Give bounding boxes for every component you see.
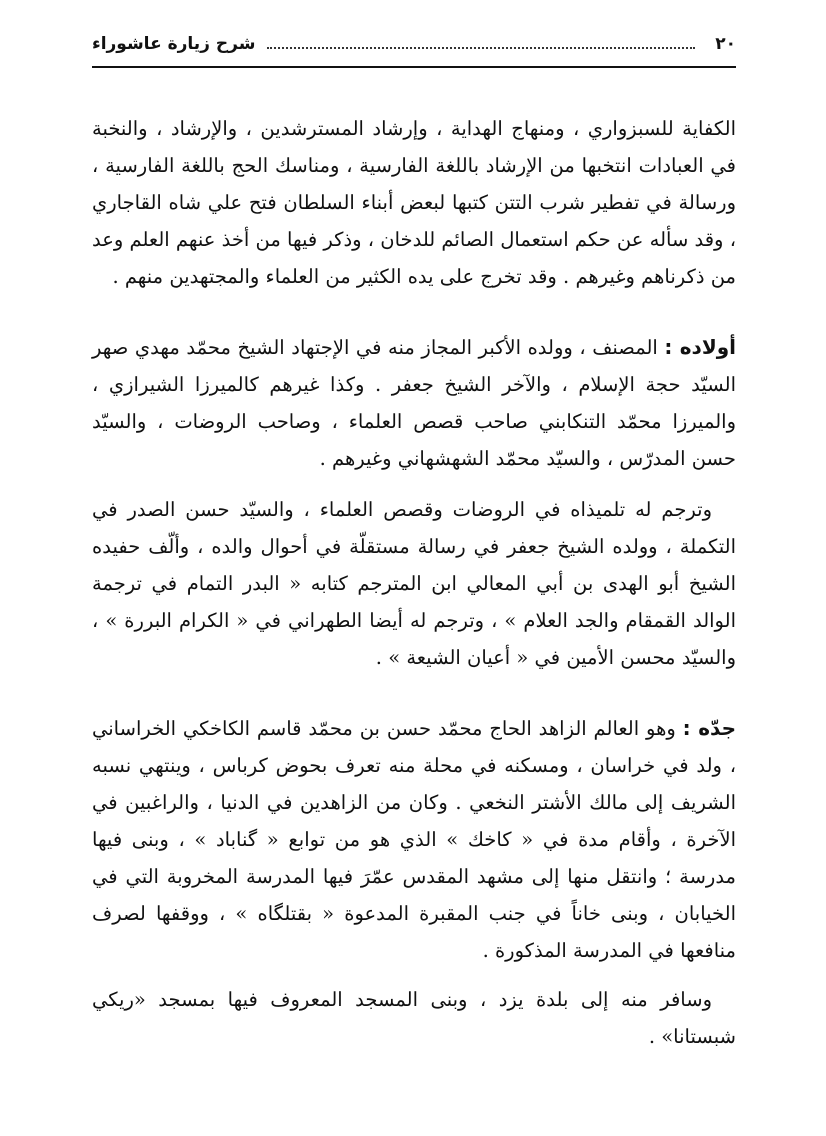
dotted-leader xyxy=(267,46,695,49)
paragraph-students-text: المصنف ، وولده الأكبر المجاز منه في الإجتهاد الشيخ محمّد مهدي صهر السيّد حجة الإسلام ، والآخر الشيخ جعفر . وكذا غيرهم كالميرزا الشيرازي ، والميرزا محمّد التنكابني صاحب قصص العلماء ، وصاحب الروضات ، والسيّد حسن المدرّس ، والسيّد محمّد الشهشهاني وغيرهم . xyxy=(92,336,736,470)
running-title: شرح زيارة عاشوراء xyxy=(92,34,256,54)
paragraph-works-text: الكفاية للسبزواري ، ومنهاج الهداية ، وإرشاد المسترشدين ، والإرشاد ، والنخبة في العبادات انتخبها من الإرشاد باللغة الفارسية ، ومناسك الحج باللغة الفارسية ، ورسالة في تفطير شرب التتن كتبها لبعض أبناء السلطان فتح علي شاه القاجاري ، وقد سأله عن حكم استعمال الصائم للدخان ، وذكر فيها من أخذ عنهم العلم وعد من ذكرناهم وغيرهم . وقد تخرج على يده الكثير من العلماء والمجتهدين منهم . xyxy=(92,117,736,288)
paragraph-works xyxy=(92,110,736,295)
paragraph-biographies-text: وترجم له تلميذاه في الروضات وقصص العلماء ، والسيّد حسن الصدر في التكملة ، وولده الشيخ جعفر في رسالة مستقلّة في أحوال والده ، وألّف حفيده الشيخ أبو الهدى بن أبي المعالي ابن المترجم كتابه « البدر التمام في ترجمة الوالد القمقام والجد العلام » ، وترجم له أيضا الطهراني في « الكرام البررة » ، والسيّد محسن الأمين في « أعيان الشيعة » . xyxy=(92,498,736,669)
students-heading: أولاده : xyxy=(664,335,736,359)
paragraph-travel xyxy=(92,981,736,1055)
document-page xyxy=(92,22,736,1112)
paragraph-students xyxy=(92,329,736,477)
paragraph-grandfather-text: وهو العالم الزاهد الحاج محمّد حسن بن محمّد قاسم الكاخكي الخراساني ، ولد في خراسان ، ومسكنه في محلة منه تعرف بحوض كرباس ، وينتهي نسبه الشريف إلى مالك الأشتر النخعي . وكان من الزاهدين في الدنيا ، والراغبين في الآخرة ، وأقام مدة في « كاخك » الذي هو من توابع « گناباد » ، وبنى فيها مدرسة ؛ وانتقل منها إلى مشهد المقدس عمّرَ فيها المدرسة المخروبة التي في الخيابان ، وبنى خاناً في جنب المقبرة المدعوة « بقتلگاه » ، ووقفها لصرف منافعها في المدرسة المذكورة . xyxy=(92,717,736,962)
page-number: ٢٠ xyxy=(715,34,736,54)
paragraph-biographies xyxy=(92,491,736,676)
grandfather-heading: جدّه : xyxy=(682,716,736,740)
page-header xyxy=(92,22,736,68)
paragraph-grandfather xyxy=(92,710,736,969)
paragraph-travel-text: وسافر منه إلى بلدة يزد ، وبنى المسجد المعروف فيها بمسجد «ريكي شبستانا» . xyxy=(92,988,736,1048)
